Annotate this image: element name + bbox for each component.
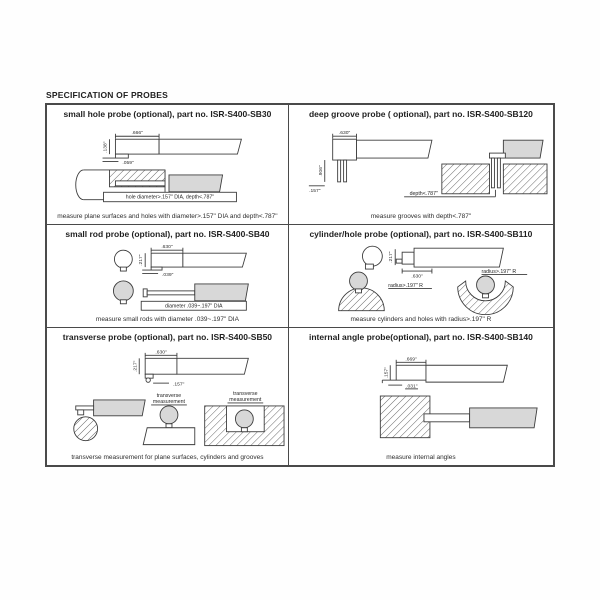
groove-measurement-view — [442, 140, 547, 194]
probe-ball — [349, 272, 367, 290]
svg-text:.906": .906" — [318, 165, 324, 177]
dimension-top — [333, 130, 357, 138]
rod-measurement-view — [113, 281, 248, 304]
cell-header: small rod probe (optional), part no. ISR-S400-SB40 — [65, 228, 270, 239]
svg-text:.138": .138" — [103, 141, 109, 153]
probe-outline — [382, 365, 507, 383]
cell-header: transverse probe (optional), part no. ISR-S400-SB50 — [62, 332, 273, 343]
probe-shaft — [470, 408, 537, 428]
callout-box — [103, 192, 236, 201]
probe-shaft — [94, 400, 146, 416]
dimension-left — [102, 139, 109, 154]
dimension-top — [115, 130, 159, 138]
svg-text:transverse: transverse — [233, 391, 258, 398]
dimension-bottom — [309, 186, 325, 194]
callout-box — [141, 302, 246, 311]
dimension-bottom — [388, 384, 418, 390]
angle-measurement-view — [380, 396, 537, 438]
rod-workpiece — [113, 281, 133, 301]
dimension-left — [138, 254, 145, 268]
cell-caption: transverse measurement for plane surfaces, cylinders and grooves — [71, 453, 264, 461]
dimension-left — [132, 358, 139, 374]
cylinder-measurement-view — [74, 400, 145, 441]
svg-text:radius>.197" R: radius>.197" R — [481, 269, 517, 276]
probe-outline — [145, 358, 248, 382]
svg-text:hole diameter>.157" DIA, depth: hole diameter>.157" DIA, depth<.787" — [125, 194, 215, 201]
svg-text:.217": .217" — [389, 251, 395, 264]
spec-table — [45, 103, 555, 467]
deep-groove-probe-diagram — [293, 128, 549, 204]
svg-text:.031": .031" — [406, 384, 418, 390]
probe-outline — [396, 249, 503, 268]
hatched-cylinder — [74, 417, 98, 441]
cell-caption: measure cylinders and holes with radius>.197" R — [350, 316, 492, 324]
svg-text:.630": .630" — [411, 274, 423, 280]
groove-measurement-view — [205, 391, 284, 446]
svg-text:radius>.197" R: radius>.197" R — [388, 283, 423, 290]
cell-small-hole-probe — [47, 105, 289, 225]
cell-header: deep groove probe ( optional), part no. ISR-S400-SB120 — [308, 109, 533, 119]
svg-text:.630": .630" — [161, 245, 173, 251]
page-title: SPECIFICATION OF PROBES — [46, 90, 169, 100]
dimension-left — [318, 160, 325, 182]
hatched-workpiece-left — [442, 164, 490, 194]
cell-cylinder-hole-probe — [289, 225, 553, 329]
cell-caption: measure grooves with depth<.787" — [370, 212, 472, 220]
cell-small-rod-probe — [47, 225, 289, 329]
hatched-workpiece — [380, 396, 430, 438]
probe-shaft — [503, 140, 543, 158]
cell-header: small hole probe (optional), part no. ISR-S400-SB30 — [63, 109, 272, 119]
probe-ball — [160, 406, 178, 424]
dimension-top — [396, 356, 426, 364]
probe-tip-section — [362, 247, 382, 270]
transverse-probe-diagram — [47, 348, 289, 448]
svg-text:.217": .217" — [133, 360, 139, 373]
probe-outline — [333, 139, 432, 182]
probe-shaft — [195, 284, 249, 301]
cell-transverse-probe — [47, 328, 289, 465]
dimension-left — [388, 250, 395, 266]
svg-text:measurement: measurement — [229, 397, 262, 404]
dimension-bottom — [142, 272, 173, 278]
cell-deep-groove-probe — [289, 105, 553, 225]
small-hole-probe-diagram — [47, 128, 289, 204]
svg-text:.669": .669" — [405, 357, 417, 363]
cell-caption: measure internal angles — [386, 453, 456, 461]
dimension-top — [145, 349, 177, 357]
svg-text:.039": .039" — [161, 273, 174, 279]
svg-text:depth<.787": depth<.787" — [409, 190, 438, 197]
dimension-bottom — [402, 269, 432, 280]
svg-text:.157": .157" — [172, 382, 185, 388]
dimension-left — [383, 365, 390, 380]
dimension-top — [151, 245, 183, 253]
hatched-workpiece-right — [503, 164, 547, 194]
svg-text:.666": .666" — [131, 131, 143, 137]
svg-text:.630": .630" — [338, 130, 351, 136]
cell-header: cylinder/hole probe (optional), part no. ISR-S400-SB110 — [309, 228, 533, 239]
cell-caption: measure small rods with diameter .039~.197" DIA — [95, 316, 239, 324]
svg-text:.157": .157" — [384, 367, 390, 379]
svg-text:.059": .059" — [122, 160, 134, 166]
dimension-bottom — [102, 160, 133, 166]
probe-outline — [142, 254, 246, 271]
probe-shaft — [169, 175, 223, 192]
probe-ball — [235, 410, 253, 428]
cell-internal-angle-probe — [289, 328, 553, 465]
svg-text:.217": .217" — [139, 254, 145, 267]
svg-text:transverse: transverse — [156, 393, 182, 400]
probe-outline — [102, 139, 241, 158]
svg-text:diameter .039~.197" DIA: diameter .039~.197" DIA — [164, 303, 223, 310]
hole-measurement-view — [458, 269, 527, 315]
dimension-bottom — [153, 382, 184, 388]
svg-text:measurement: measurement — [152, 399, 185, 406]
cylinder-hole-probe-diagram — [293, 239, 549, 315]
svg-text:.157": .157" — [309, 188, 321, 194]
internal-angle-probe-diagram — [293, 354, 549, 442]
cell-header: internal angle probe(optional), part no. ISR-S400-SB140 — [308, 332, 533, 343]
plane-measurement-view — [143, 393, 195, 445]
small-rod-probe-diagram — [47, 243, 289, 311]
svg-text:.630": .630" — [155, 350, 167, 356]
plane-workpiece — [143, 428, 195, 445]
probe-ball — [476, 276, 494, 294]
cell-caption: measure plane surfaces and holes with diameter>.157" DIA and depth<.787" — [57, 212, 278, 220]
probe-tip-section — [114, 251, 132, 272]
